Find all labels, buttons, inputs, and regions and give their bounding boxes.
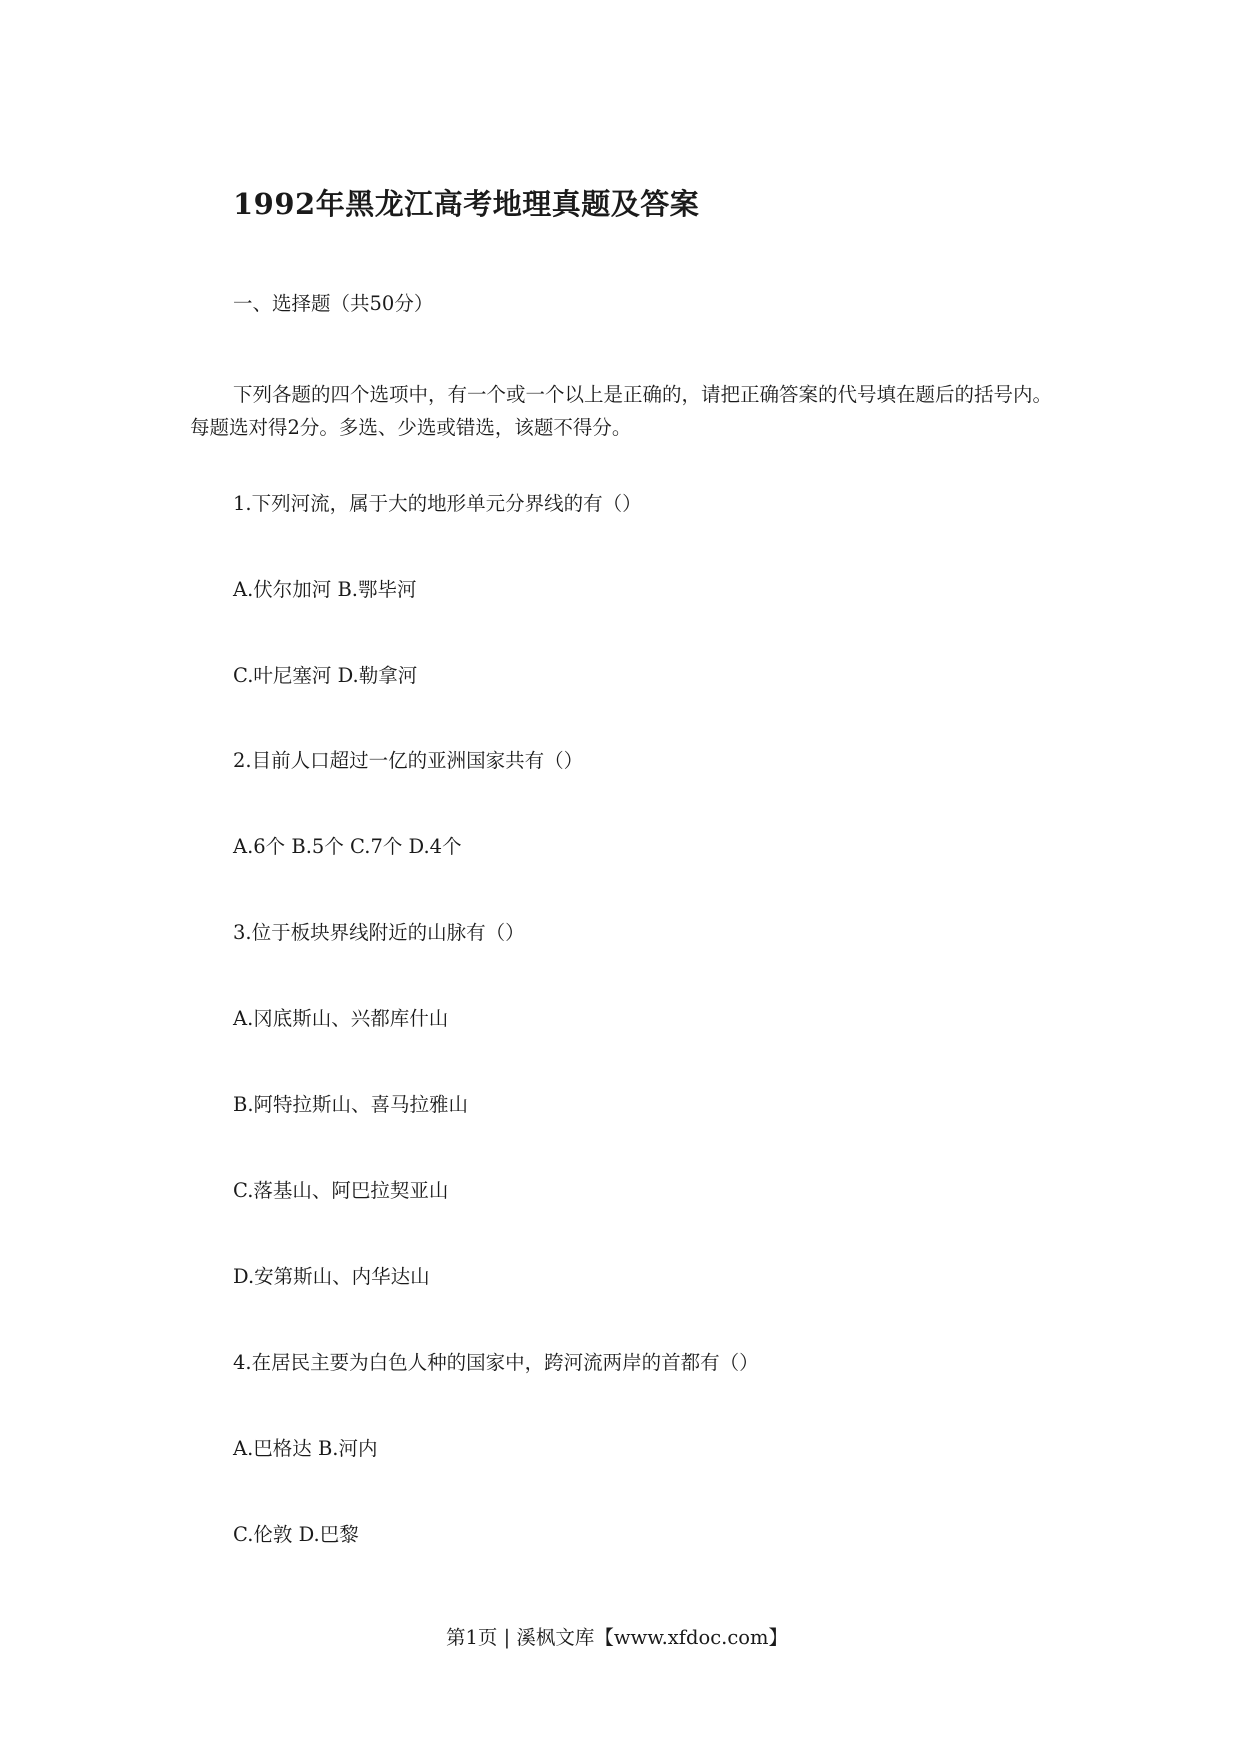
question-1-options-ab: A.伏尔加河 B.鄂毕河 [233,578,417,601]
question-4-options-cd: C.伦敦 D.巴黎 [233,1523,359,1546]
question-1: 1.下列河流，属于大的地形单元分界线的有（） [233,492,642,515]
question-4-options-ab: A.巴格达 B.河内 [233,1437,378,1460]
question-2-options: A.6个 B.5个 C.7个 D.4个 [233,835,462,858]
section-heading: 一、选择题（共50分） [233,292,434,315]
document-title: 1992年黑龙江高考地理真题及答案 [233,187,700,221]
question-3-option-b: B.阿特拉斯山、喜马拉雅山 [233,1093,469,1116]
question-4: 4.在居民主要为白色人种的国家中，跨河流两岸的首都有（） [233,1351,759,1374]
question-1-options-cd: C.叶尼塞河 D.勒拿河 [233,664,418,687]
question-3-option-d: D.安第斯山、内华达山 [233,1265,430,1288]
question-3-option-c: C.落基山、阿巴拉契亚山 [233,1179,449,1202]
instructions-paragraph: 下列各题的四个选项中，有一个或一个以上是正确的，请把正确答案的代号填在题后的括号内。每题选对得2分。多选、少选或错选，该题不得分。 [190,383,1053,439]
question-2: 2.目前人口超过一亿的亚洲国家共有（） [233,749,584,772]
page-footer: 第1页 | 溪枫文库【www.xfdoc.com】 [445,1626,789,1649]
question-3-option-a: A.冈底斯山、兴都库什山 [233,1007,449,1030]
question-3: 3.位于板块界线附近的山脉有（） [233,921,525,944]
